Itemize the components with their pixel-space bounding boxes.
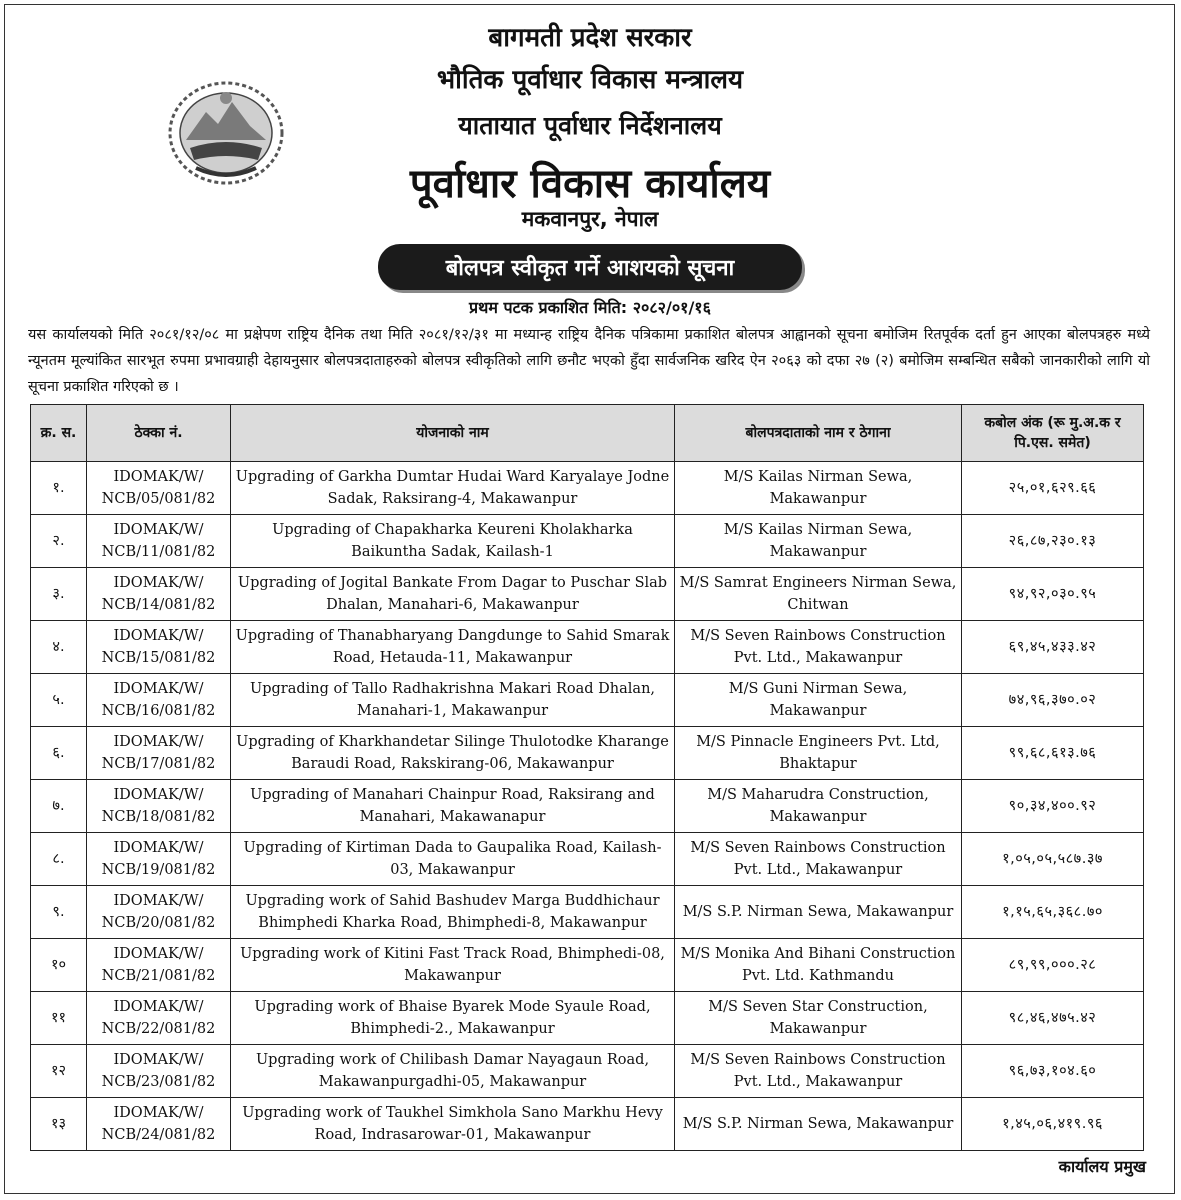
row-bidder: M/S Maharudra Construction, Makawanpur [675,780,962,833]
row-bidder: M/S Kailas Nirman Sewa, Makawanpur [675,515,962,568]
table-row [31,1045,1144,1098]
table-row [31,833,1144,886]
row-sn: ४. [31,621,87,674]
table-row [31,462,1144,515]
row-amount: ९६,७३,१०४.६० [962,1045,1144,1098]
header-amount: कबोल अंक (रू मु.अ.क र पि.एस. समेत) [962,405,1144,462]
row-amount: ८९,९९,०००.२८ [962,939,1144,992]
row-sn: १० [31,939,87,992]
row-amount: ७४,९६,३७०.०२ [962,674,1144,727]
row-contract-no: IDOMAK/W/ NCB/14/081/82 [87,568,231,621]
row-sn: ८. [31,833,87,886]
row-sn: १२ [31,1045,87,1098]
row-bidder: M/S Pinnacle Engineers Pvt. Ltd, Bhaktapur [675,727,962,780]
header-location: मकवानपुर, नेपाल [521,207,659,231]
table-row [31,780,1144,833]
table-row [31,621,1144,674]
table-row [31,674,1144,727]
row-bidder: M/S Seven Star Construction, Makawanpur [675,992,962,1045]
row-contract-no: IDOMAK/W/ NCB/05/081/82 [87,462,231,515]
header-office: पूर्वाधार विकास कार्यालय [409,161,771,207]
row-amount: १,१५,६५,३६८.७० [962,886,1144,939]
row-bidder: M/S Seven Rainbows Construction Pvt. Ltd., Makawanpur [675,833,962,886]
row-bidder: M/S Seven Rainbows Construction Pvt. Ltd., Makawanpur [675,621,962,674]
row-contract-no: IDOMAK/W/ NCB/11/081/82 [87,515,231,568]
row-project: Upgrading of Jogital Bankate From Dagar to Puschar Slab Dhalan, Manahari-6, Makawanpur [231,568,675,621]
row-contract-no: IDOMAK/W/ NCB/22/081/82 [87,992,231,1045]
header-directorate: यातायात पूर्वाधार निर्देशनालय [458,111,722,140]
office-chief-signature: कार्यालय प्रमुख [1058,1157,1146,1176]
row-contract-no: IDOMAK/W/ NCB/23/081/82 [87,1045,231,1098]
table-row [31,1098,1144,1151]
row-project: Upgrading of Garkha Dumtar Hudai Ward Karyalaye Jodne Sadak, Raksirang-4, Makawanpur [231,462,675,515]
row-contract-no: IDOMAK/W/ NCB/18/081/82 [87,780,231,833]
row-sn: १३ [31,1098,87,1151]
row-amount: २५,०१,६२९.६६ [962,462,1144,515]
row-contract-no: IDOMAK/W/ NCB/19/081/82 [87,833,231,886]
row-sn: ९. [31,886,87,939]
row-bidder: M/S Guni Nirman Sewa, Makawanpur [675,674,962,727]
row-contract-no: IDOMAK/W/ NCB/20/081/82 [87,886,231,939]
notice-title: बोलपत्र स्वीकृत गर्ने आशयको सूचना [378,244,802,290]
row-project: Upgrading work of Taukhel Simkhola Sano Markhu Hevy Road, Indrasarowar-01, Makawanpur [231,1098,675,1151]
row-bidder: M/S Monika And Bihani Construction Pvt. Ltd. Kathmandu [675,939,962,992]
row-project: Upgrading work of Kitini Fast Track Road, Bhimphedi-08, Makawanpur [231,939,675,992]
row-contract-no: IDOMAK/W/ NCB/24/081/82 [87,1098,231,1151]
row-sn: ५. [31,674,87,727]
table-row [31,568,1144,621]
row-bidder: M/S Kailas Nirman Sewa, Makawanpur [675,462,962,515]
header-contract-no: ठेक्का नं. [87,405,231,462]
row-bidder: M/S Samrat Engineers Nirman Sewa, Chitwan [675,568,962,621]
bid-table [30,404,1144,1151]
header-ministry: भौतिक पूर्वाधार विकास मन्त्रालय [436,65,744,95]
table-row [31,992,1144,1045]
header-sn: क्र. स. [31,405,87,462]
row-amount: ६९,४५,४३३.४२ [962,621,1144,674]
intro-paragraph: यस कार्यालयको मिति २०८१/१२/०८ मा प्रक्षेपण राष्ट्रिय दैनिक तथा मिति २०८१/१२/३१ मा मध्यान्ह राष्ट्रिय दैनिक पत्रिकामा प्रकाशित बोलपत्र आह्वानको सूचना बमोजिम रितपूर्वक दर्ता हुन आएका बोलपत्रहरु मध्ये न्यूनतम मूल्यांकित सारभूत रुपमा प्रभावग्राही देहायनुसार बोलपत्रदाताहरुको बोलपत्र स्वीकृतिको लागि छनौट भएको हुँदा सार्वजनिक खरिद ऐन २०६३ को दफा २७ (२) बमोजिम सम्बन्धित सबैको जानकारीको लागि यो सूचना प्रकाशित गरिएको छ । [28,327,1150,395]
row-sn: २. [31,515,87,568]
row-project: Upgrading of Thanabharyang Dangdunge to Sahid Smarak Road, Hetauda-11, Makawanpur [231,621,675,674]
row-sn: ११ [31,992,87,1045]
row-amount: ९८,४६,४७५.४२ [962,992,1144,1045]
row-sn: ३. [31,568,87,621]
row-bidder: M/S Seven Rainbows Construction Pvt. Ltd., Makawanpur [675,1045,962,1098]
row-sn: १. [31,462,87,515]
table-row [31,939,1144,992]
row-project: Upgrading of Manahari Chainpur Road, Raksirang and Manahari, Makawanapur [231,780,675,833]
row-amount: ९९,६८,६१३.७६ [962,727,1144,780]
row-contract-no: IDOMAK/W/ NCB/16/081/82 [87,674,231,727]
table-row [31,727,1144,780]
row-project: Upgrading work of Bhaise Byarek Mode Syaule Road, Bhimphedi-2., Makawanpur [231,992,675,1045]
table-row [31,515,1144,568]
header-bidder: बोलपत्रदाताको नाम र ठेगाना [675,405,962,462]
row-project: Upgrading of Chapakharka Keureni Kholakharka Baikuntha Sadak, Kailash-1 [231,515,675,568]
row-amount: ९०,३४,४००.९२ [962,780,1144,833]
header-project: योजनाको नाम [231,405,675,462]
nepal-emblem-icon [166,78,286,188]
row-project: Upgrading work of Chilibash Damar Nayagaun Road, Makawanpurgadhi-05, Makawanpur [231,1045,675,1098]
header-province: बागमती प्रदेश सरकार [488,23,692,53]
row-project: Upgrading of Kirtiman Dada to Gaupalika Road, Kailash-03, Makawanpur [231,833,675,886]
row-contract-no: IDOMAK/W/ NCB/15/081/82 [87,621,231,674]
row-amount: २६,८७,२३०.१३ [962,515,1144,568]
published-date: प्रथम पटक प्रकाशित मिति: २०८२/०१/१६ [469,298,711,317]
row-sn: ७. [31,780,87,833]
row-contract-no: IDOMAK/W/ NCB/17/081/82 [87,727,231,780]
row-project: Upgrading of Tallo Radhakrishna Makari Road Dhalan, Manahari-1, Makawanpur [231,674,675,727]
row-sn: ६. [31,727,87,780]
row-project: Upgrading of Kharkhandetar Silinge Thulotodke Kharange Baraudi Road, Rakskirang-06, Makawanpur [231,727,675,780]
row-bidder: M/S S.P. Nirman Sewa, Makawanpur [675,1098,962,1151]
row-project: Upgrading work of Sahid Bashudev Marga Buddhichaur Bhimphedi Kharka Road, Bhimphedi-8, Makawanpur [231,886,675,939]
row-amount: ९४,९२,०३०.९५ [962,568,1144,621]
row-amount: १,०५,०५,५८७.३७ [962,833,1144,886]
table-header-row [31,405,1144,462]
row-contract-no: IDOMAK/W/ NCB/21/081/82 [87,939,231,992]
row-amount: १,४५,०६,४१९.९६ [962,1098,1144,1151]
table-row [31,886,1144,939]
row-bidder: M/S S.P. Nirman Sewa, Makawanpur [675,886,962,939]
